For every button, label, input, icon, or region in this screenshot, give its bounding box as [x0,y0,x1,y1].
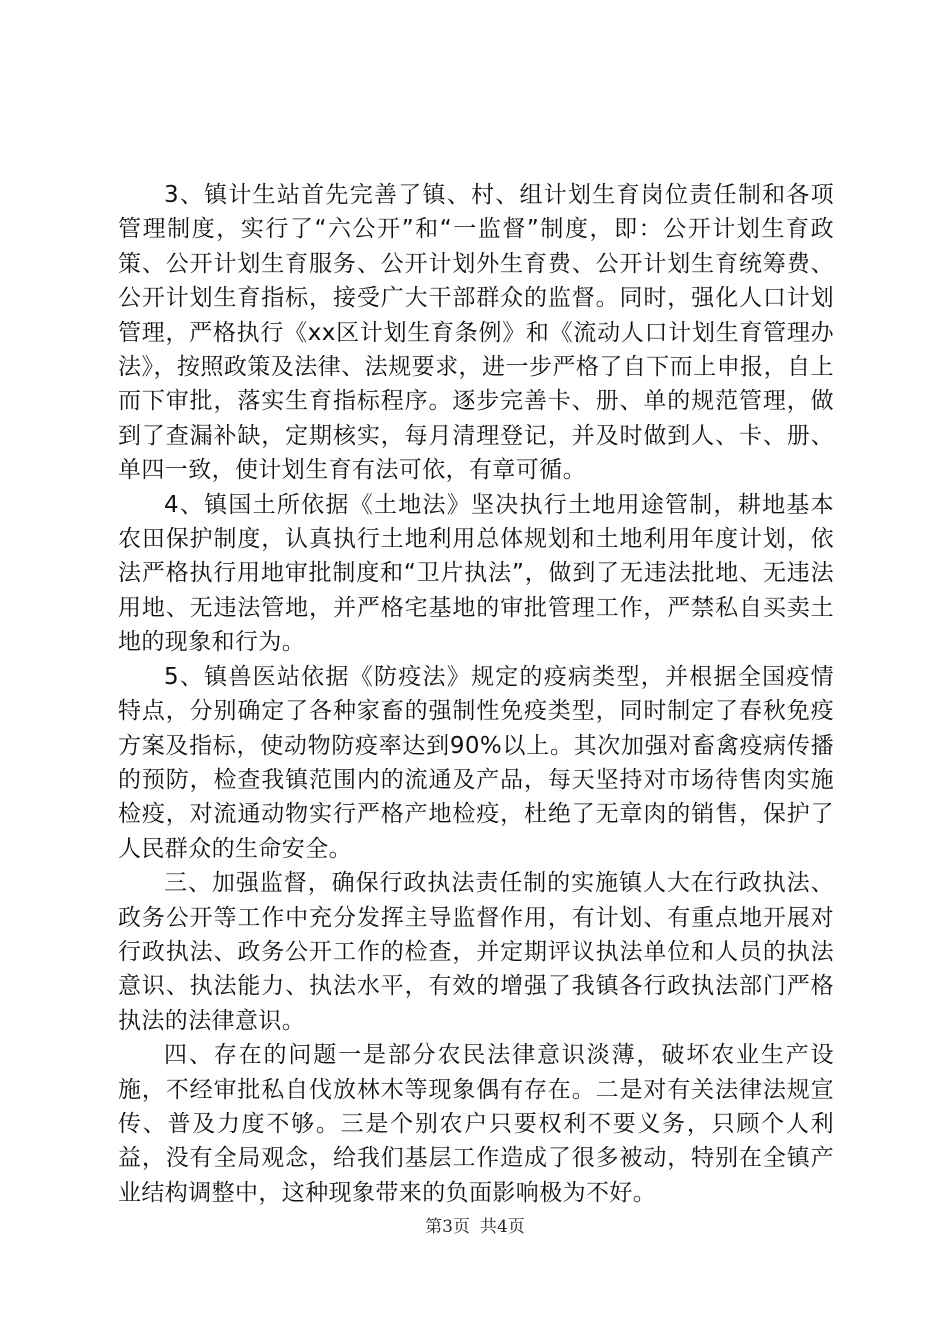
paragraph-veterinary-station: 5、镇兽医站依据《防疫法》规定的疫病类型，并根据全国疫情特点，分别确定了各种家畜的强制性免疫类型，同时制定了春秋免疫方案及指标，使动物防疫率达到90%以上。其次加强对畜禽疫病传播的预防，检查我镇范围内的流通及产品，每天坚持对市场待售肉实施检疫，对流通动物实行严格产地检疫，杜绝了无章肉的销售，保护了人民群众的生命安全。 [118,663,834,862]
paragraph-problems: 四、存在的问题一是部分农民法律意识淡薄，破坏农业生产设施，不经审批私自伐放林木等现象偶有存在。二是对有关法律法规宣传、普及力度不够。三是个别农户只要权利不要义务，只顾个人利益，没有全局观念，给我们基层工作造成了很多被动，特别在全镇产业结构调整中，这种现象带来的负面影响极为不好。 [118,1042,834,1206]
paragraph-land-bureau: 4、镇国土所依据《土地法》坚决执行土地用途管制，耕地基本农田保护制度，认真执行土地利用总体规划和土地利用年度计划，依法严格执行用地审批制度和“卫片执法”，做到了无违法批地、无违法用地、无违法管地，并严格宅基地的审批管理工作，严禁私自买卖土地的现象和行为。 [118,491,834,656]
document-body [118,178,834,1210]
page-total: 共4页 [480,1217,525,1237]
paragraph-supervision: 三、加强监督，确保行政执法责任制的实施镇人大在行政执法、政务公开等工作中充分发挥主导监督作用，有计划、有重点地开展对行政执法、政务公开工作的检查，并定期评议执法单位和人员的执法意识、执法能力、执法水平，有效的增强了我镇各行政执法部门严格执法的法律意识。 [118,870,834,1034]
page-number: 第3页 [425,1217,470,1237]
paragraph-family-planning: 3、镇计生站首先完善了镇、村、组计划生育岗位责任制和各项管理制度，实行了“六公开”和“一监督”制度，即：公开计划生育政策、公开计划生育服务、公开计划外生育费、公开计划生育统筹费、公开计划生育指标，接受广大干部群众的监督。同时，强化人口计划管理，严格执行《xx区计划生育条例》和《流动人口计划生育管理办法》，按照政策及法律、法规要求，进一步严格了自下而上申报，自上而下审批，落实生育指标程序。逐步完善卡、册、单的规范管理，做到了查漏补缺，定期核实，每月清理登记，并及时做到人、卡、册、单四一致，使计划生育有法可依，有章可循。 [118,182,834,484]
page-footer [0,1212,950,1237]
